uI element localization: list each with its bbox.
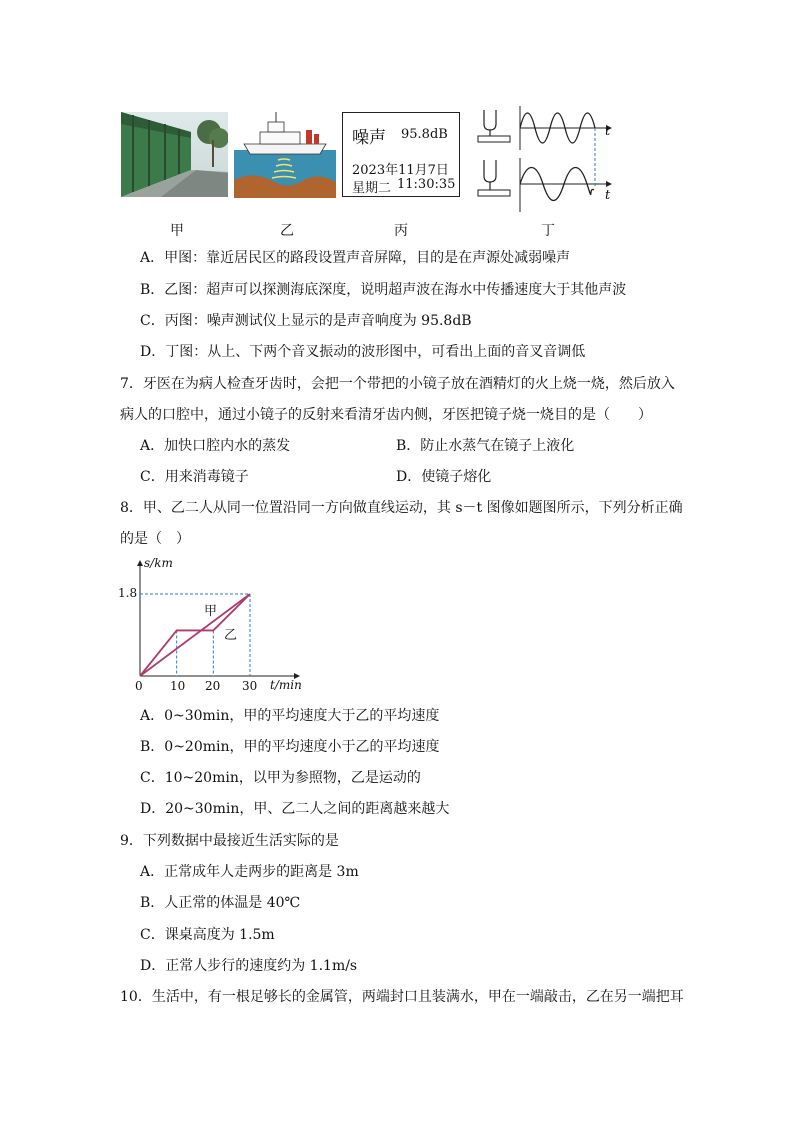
- q6-option-c: C．丙图：噪声测试仪上显示的是声音响度为 95.8dB: [140, 313, 472, 329]
- q8-stem-line2: 的是（ ）: [120, 531, 190, 547]
- tuning-fork-waveforms: [474, 102, 624, 214]
- q10-stem-line1: 10．生活中，有一根足够长的金属管，两端封口且装满水，甲在一端敲击，乙在另一端把耳: [120, 989, 684, 1005]
- chart-y-arrow: [137, 560, 143, 566]
- photo-sound-barrier: [121, 112, 228, 197]
- q9-option-c: C．课桌高度为 1.5m: [140, 927, 275, 943]
- q7-stem-line2: 病人的口腔中，通过小镜子的反射来看清牙齿内侧，牙医把镜子烧一烧目的是（ ）: [120, 407, 652, 423]
- q8-option-b: B．0~20min，甲的平均速度小于乙的平均速度: [140, 739, 440, 755]
- q8-option-c: C．10~20min，以甲为参照物，乙是运动的: [140, 770, 421, 786]
- axis-t-label-bottom: t: [605, 188, 611, 203]
- q9-option-a: A．正常成年人走两步的距离是 3m: [140, 864, 359, 880]
- caption-yi: 乙: [280, 223, 294, 239]
- chart-xtick-0: 0: [135, 679, 143, 693]
- q6-option-b: B．乙图：超声可以探测海底深度，说明超声波在海水中传播速度大于其他声波: [140, 282, 627, 298]
- noise-time: 11:30:35: [397, 177, 456, 192]
- q8-stem-line1: 8．甲、乙二人从同一位置沿同一方向做直线运动，其 s－t 图像如题图所示，下列分析正确: [120, 500, 683, 516]
- q9-option-d: D．正常人步行的速度约为 1.1m/s: [140, 958, 358, 974]
- q7-option-a: A．加快口腔内水的蒸发: [140, 438, 291, 454]
- q6-option-a: A．甲图：靠近居民区的路段设置声音屏障，目的是在声源处减弱噪声: [140, 250, 571, 266]
- st-chart: [110, 558, 310, 698]
- chart-xlabel: t/min: [270, 678, 302, 692]
- q9-stem: 9．下列数据中最接近生活实际的是: [120, 833, 339, 849]
- noise-weekday: 星期二: [352, 181, 392, 196]
- q7-option-b: B．防止水蒸气在镜子上液化: [396, 438, 575, 454]
- caption-bing: 丙: [394, 223, 408, 239]
- chart-series-label-jia: 甲: [204, 604, 218, 619]
- q7-option-d: D．使镜子熔化: [396, 469, 492, 485]
- chart-xtick-10: 10: [170, 679, 186, 693]
- axis-t-label-top: t: [605, 124, 611, 139]
- noise-meter-panel: [342, 112, 460, 197]
- illustration-ship-sonar: [234, 110, 336, 198]
- caption-ding: 丁: [541, 223, 555, 239]
- caption-jia: 甲: [170, 223, 184, 239]
- st-chart-svg: [110, 558, 310, 698]
- noise-date: 2023年11月7日: [352, 163, 449, 178]
- chart-ytick-1-8: 1.8: [118, 586, 138, 600]
- chart-ylabel: s/km: [144, 556, 173, 570]
- chart-xtick-30: 30: [242, 679, 258, 693]
- q7-option-c: C．用来消毒镜子: [140, 469, 249, 485]
- q6-option-d: D．丁图：从上、下两个音叉振动的波形图中，可看出上面的音叉音调低: [140, 344, 586, 360]
- noise-value: 95.8dB: [401, 127, 448, 142]
- q8-option-a: A．0~30min，甲的平均速度大于乙的平均速度: [140, 708, 440, 724]
- q9-option-b: B．人正常的体温是 40℃: [140, 895, 301, 911]
- q7-stem-line1: 7．牙医在为病人检查牙齿时，会把一个带把的小镜子放在酒精灯的火上烧一烧，然后放入: [120, 376, 675, 392]
- chart-series-label-yi: 乙: [224, 628, 238, 643]
- q8-option-d: D．20~30min，甲、乙二人之间的距离越来越大: [140, 801, 450, 817]
- chart-xtick-20: 20: [205, 679, 221, 693]
- noise-label: 噪声: [352, 128, 386, 148]
